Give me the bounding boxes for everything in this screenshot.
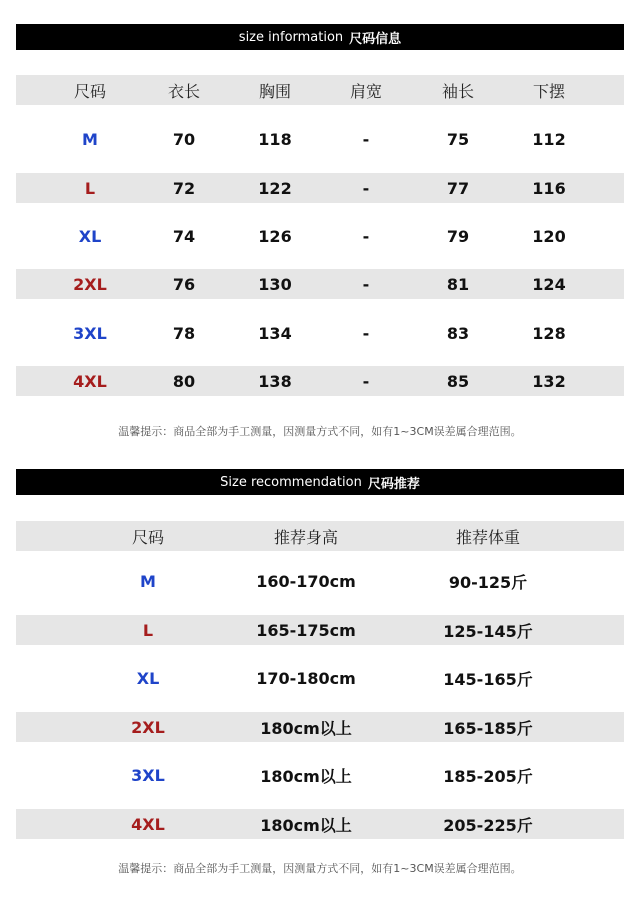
header-sleeve: 袖长 <box>441 81 475 101</box>
recommended-weight: 185-205斤 <box>443 766 533 786</box>
size-label: XL <box>136 668 160 688</box>
recommendation-row <box>16 663 624 693</box>
header-shoulder: 肩宽 <box>349 81 383 101</box>
size-value: - <box>362 323 370 343</box>
size-value: 74 <box>172 226 196 246</box>
size-value: 81 <box>446 274 470 294</box>
size-recommendation-banner <box>16 469 624 495</box>
size-value: - <box>362 274 370 294</box>
header-size: 尺码 <box>73 81 107 101</box>
recommended-height: 180cm以上 <box>260 718 352 738</box>
size-information-banner <box>16 24 624 50</box>
measurement-note: 温馨提示：商品全部为手工测量，因测量方式不同，如有1~3CM误差属合理范围。 <box>118 425 522 438</box>
header-length: 衣长 <box>167 81 201 101</box>
measurement-note: 温馨提示：商品全部为手工测量，因测量方式不同，如有1~3CM误差属合理范围。 <box>118 862 522 875</box>
recommendation-row <box>16 566 624 596</box>
banner-title-zh: 尺码推荐 <box>367 476 420 492</box>
size-value: 79 <box>446 226 470 246</box>
recommended-height: 180cm以上 <box>260 766 352 786</box>
recommendation-row <box>16 712 624 742</box>
size-table-row <box>16 221 624 251</box>
size-value: - <box>362 178 370 198</box>
size-label: L <box>142 620 154 640</box>
size-value: - <box>362 129 370 149</box>
size-value: 126 <box>258 226 292 246</box>
size-value: 134 <box>258 323 292 343</box>
size-table-row <box>16 318 624 348</box>
size-label: 4XL <box>131 814 165 834</box>
header-size: 尺码 <box>131 527 165 547</box>
recommended-weight: 145-165斤 <box>443 669 533 689</box>
recommended-height: 180cm以上 <box>260 815 352 835</box>
size-label: 3XL <box>131 765 165 785</box>
header-weight: 推荐体重 <box>455 527 521 547</box>
size-table-header <box>16 75 624 105</box>
size-value: 138 <box>258 371 292 391</box>
banner-title-zh: 尺码信息 <box>349 31 402 47</box>
size-value: 78 <box>172 323 196 343</box>
size-value: - <box>362 371 370 391</box>
size-value: - <box>362 226 370 246</box>
size-value: 122 <box>258 178 292 198</box>
size-value: 80 <box>172 371 196 391</box>
recommendation-row <box>16 615 624 645</box>
size-value: 130 <box>258 274 292 294</box>
header-chest: 胸围 <box>258 81 292 101</box>
size-value: 83 <box>446 323 470 343</box>
size-label: 2XL <box>131 717 165 737</box>
size-table-row <box>16 366 624 396</box>
header-height: 推荐身高 <box>273 527 339 547</box>
size-label: 2XL <box>73 274 107 294</box>
size-value: 72 <box>172 178 196 198</box>
size-value: 77 <box>446 178 470 198</box>
recommended-weight: 165-185斤 <box>443 718 533 738</box>
recommended-weight: 90-125斤 <box>448 572 528 592</box>
size-table-row <box>16 269 624 299</box>
size-label: 3XL <box>73 323 107 343</box>
size-value: 70 <box>172 129 196 149</box>
size-value: 76 <box>172 274 196 294</box>
recommendation-row <box>16 809 624 839</box>
size-value: 118 <box>258 129 292 149</box>
size-value: 85 <box>446 371 470 391</box>
size-label: M <box>82 129 98 149</box>
size-value: 124 <box>532 274 566 294</box>
size-value: 112 <box>532 129 566 149</box>
size-value: 75 <box>446 129 470 149</box>
size-table-row <box>16 124 624 154</box>
header-hem: 下摆 <box>532 81 566 101</box>
recommended-height: 170-180cm <box>256 668 356 688</box>
banner-title-en: size information <box>238 29 344 45</box>
size-value: 128 <box>532 323 566 343</box>
size-table-row <box>16 173 624 203</box>
banner-title-en: Size recommendation <box>220 474 362 490</box>
size-label: M <box>140 571 156 591</box>
size-value: 116 <box>532 178 566 198</box>
recommended-weight: 125-145斤 <box>443 621 533 641</box>
recommended-height: 165-175cm <box>256 620 356 640</box>
size-value: 132 <box>532 371 566 391</box>
size-label: 4XL <box>73 371 107 391</box>
recommended-height: 160-170cm <box>256 571 356 591</box>
size-value: 120 <box>532 226 566 246</box>
recommended-weight: 205-225斤 <box>443 815 533 835</box>
recommendation-table-header <box>16 521 624 551</box>
size-label: XL <box>78 226 102 246</box>
size-label: L <box>84 178 96 198</box>
recommendation-row <box>16 760 624 790</box>
